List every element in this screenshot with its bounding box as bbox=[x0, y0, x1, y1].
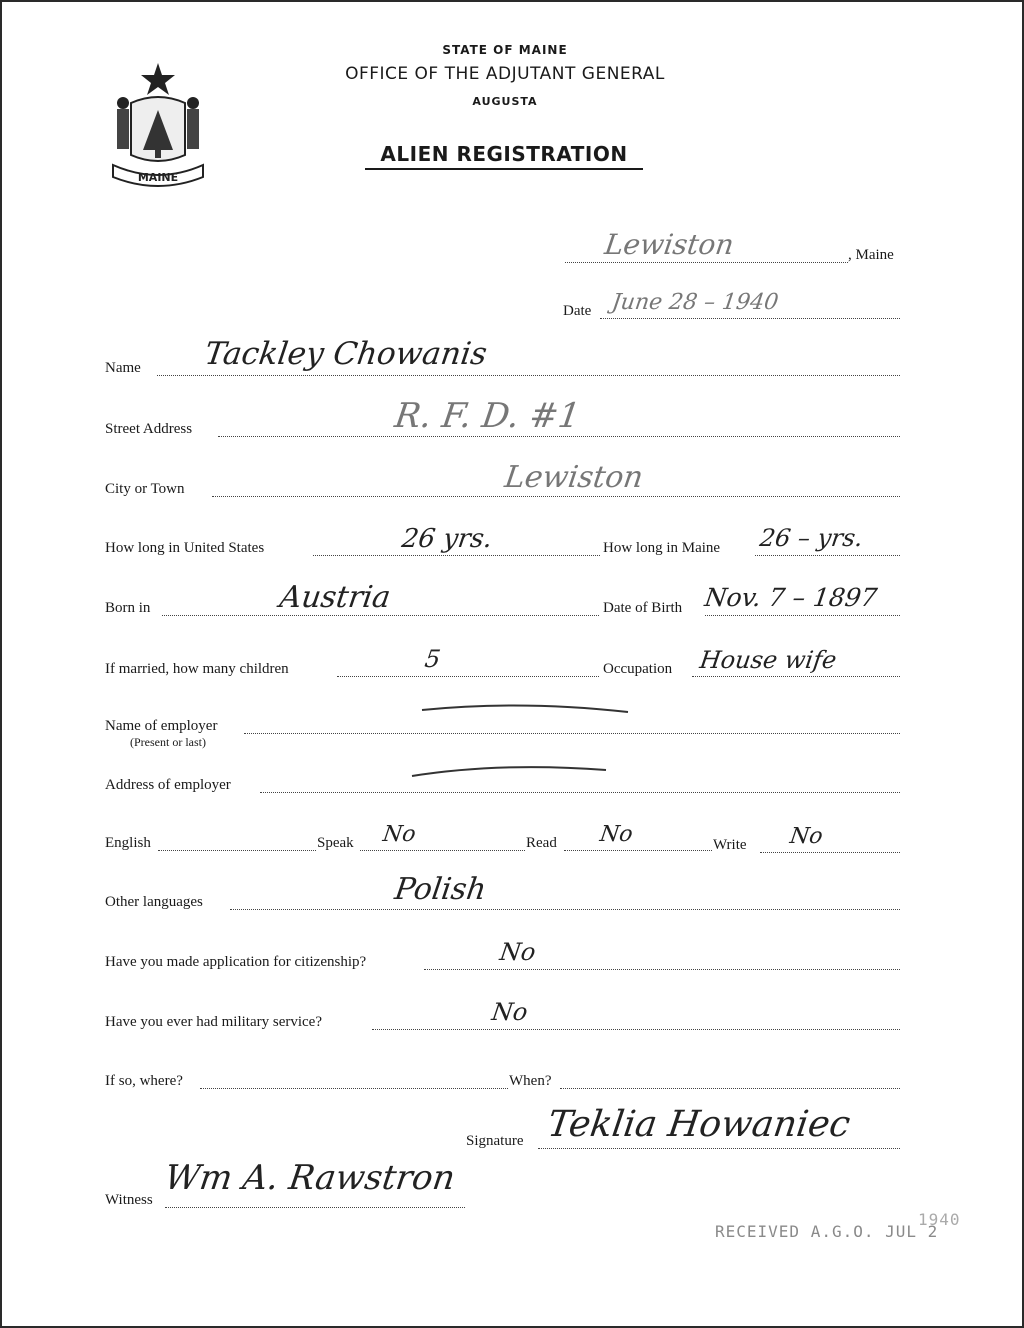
employer-name-line bbox=[244, 733, 900, 734]
date-value: June 28 – 1940 bbox=[610, 290, 780, 315]
if-so-where-label: If so, where? bbox=[105, 1073, 183, 1089]
employer-address-line bbox=[260, 792, 900, 793]
children-line bbox=[337, 676, 599, 677]
street-address-line bbox=[218, 436, 900, 437]
born-in-label: Born in bbox=[105, 600, 151, 616]
seal-text: MAINE bbox=[137, 171, 179, 184]
state-seal-icon bbox=[103, 55, 213, 190]
english-line bbox=[158, 850, 316, 851]
how-long-us-value: 26 yrs. bbox=[399, 524, 495, 554]
other-languages-value: Polish bbox=[392, 872, 489, 907]
write-value: No bbox=[788, 824, 825, 849]
employer-address-dash bbox=[410, 760, 610, 780]
other-languages-label: Other languages bbox=[105, 894, 203, 910]
city-label: City or Town bbox=[105, 481, 185, 497]
born-in-value: Austria bbox=[277, 580, 393, 615]
employer-name-note: (Present or last) bbox=[130, 735, 206, 749]
street-address-value: R. F. D. #1 bbox=[392, 396, 583, 436]
signature-line bbox=[538, 1148, 900, 1149]
date-line bbox=[600, 318, 900, 319]
header-state: STATE OF MAINE bbox=[442, 43, 568, 57]
write-label: Write bbox=[713, 837, 747, 853]
citizenship-value: No bbox=[498, 938, 538, 966]
speak-line bbox=[360, 850, 525, 851]
how-long-maine-value: 26 – yrs. bbox=[758, 524, 865, 552]
name-line bbox=[157, 375, 900, 376]
signature-label: Signature bbox=[466, 1133, 524, 1149]
dob-label: Date of Birth bbox=[603, 600, 683, 616]
how-long-us-line bbox=[313, 555, 600, 556]
citizenship-line bbox=[424, 969, 900, 970]
how-long-maine-label: How long in Maine bbox=[603, 540, 721, 556]
occupation-value: House wife bbox=[698, 646, 839, 674]
when-label: When? bbox=[509, 1073, 552, 1089]
employer-address-label: Address of employer bbox=[105, 777, 231, 793]
town-value: Lewiston bbox=[602, 228, 736, 261]
how-long-us-label: How long in United States bbox=[105, 540, 265, 556]
born-in-line bbox=[162, 615, 599, 616]
town-line bbox=[565, 262, 848, 263]
other-languages-line bbox=[230, 909, 900, 910]
speak-label: Speak bbox=[317, 835, 354, 851]
when-line bbox=[560, 1088, 900, 1089]
military-value: No bbox=[490, 998, 530, 1026]
speak-value: No bbox=[381, 822, 418, 847]
city-value: Lewiston bbox=[502, 460, 646, 495]
employer-name-label: Name of employer bbox=[105, 718, 218, 734]
write-line bbox=[760, 852, 900, 853]
witness-value: Wm A. Rawstron bbox=[162, 1158, 458, 1198]
received-stamp-year: 1940 bbox=[918, 1210, 961, 1229]
military-line bbox=[372, 1029, 900, 1030]
if-so-where-line bbox=[200, 1088, 508, 1089]
how-long-maine-line bbox=[755, 555, 900, 556]
dob-value: Nov. 7 – 1897 bbox=[702, 583, 879, 612]
street-address-label: Street Address bbox=[105, 421, 193, 437]
signature-value: Teklia Howaniec bbox=[545, 1104, 853, 1145]
children-label: If married, how many children bbox=[105, 661, 289, 677]
form-title: ALIEN REGISTRATION bbox=[365, 142, 643, 170]
name-label: Name bbox=[105, 360, 141, 376]
occupation-label: Occupation bbox=[603, 661, 673, 677]
received-stamp: RECEIVED A.G.O. JUL 2 bbox=[715, 1222, 939, 1241]
dob-line bbox=[705, 615, 900, 616]
military-label: Have you ever had military service? bbox=[105, 1014, 322, 1030]
header-office: OFFICE OF THE ADJUTANT GENERAL bbox=[345, 64, 665, 84]
witness-line bbox=[165, 1207, 465, 1208]
read-value: No bbox=[598, 822, 635, 847]
header-city: AUGUSTA bbox=[472, 95, 538, 108]
read-line bbox=[564, 850, 712, 851]
english-label: English bbox=[105, 835, 151, 851]
citizenship-label: Have you made application for citizenship? bbox=[105, 954, 367, 970]
witness-label: Witness bbox=[105, 1192, 153, 1208]
city-line bbox=[212, 496, 900, 497]
maine-label: , Maine bbox=[848, 247, 894, 263]
employer-name-dash bbox=[420, 698, 632, 716]
occupation-line bbox=[692, 676, 900, 677]
name-value: Tackley Chowanis bbox=[202, 336, 490, 372]
date-label: Date bbox=[563, 303, 592, 319]
read-label: Read bbox=[526, 835, 557, 851]
children-value: 5 bbox=[423, 645, 443, 673]
